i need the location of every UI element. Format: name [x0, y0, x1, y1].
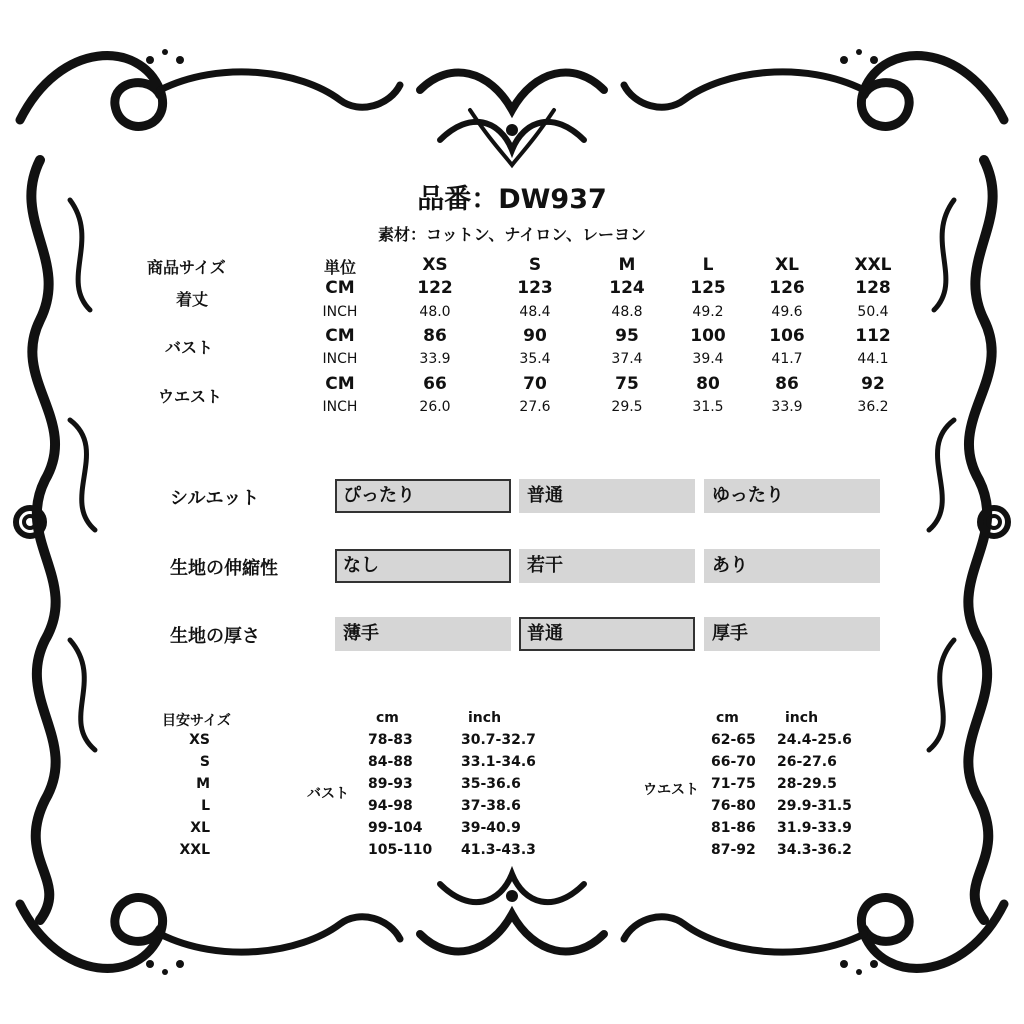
frame-left-scroll	[31, 160, 55, 920]
stretch-option-slight: 若干	[519, 549, 695, 583]
stretch-option-none: なし	[335, 549, 511, 583]
table-cell: 81-86	[711, 820, 756, 836]
frame-right-scroll	[968, 160, 992, 920]
table-cell: 48.4	[519, 304, 551, 320]
unit-header: 単位	[323, 258, 356, 277]
attr-label-stretch: 生地の伸縮性	[170, 558, 278, 579]
attr-label-silhouette: シルエット	[170, 488, 260, 509]
table-cell: 126	[769, 278, 805, 298]
table-cell: 48.0	[419, 304, 451, 320]
table-cell: 31.9-33.9	[777, 820, 852, 836]
table-cell: 44.1	[857, 351, 889, 367]
table-cell: 27.6	[519, 399, 551, 415]
guide-size: L	[201, 798, 210, 814]
table-cell: 99-104	[368, 820, 423, 836]
inch-unit: INCH	[322, 399, 358, 415]
table-cell: 35-36.6	[461, 776, 521, 792]
table-cell: 48.8	[611, 304, 643, 320]
guide-bust-label: バスト	[307, 786, 349, 802]
table-cell: 128	[855, 278, 891, 298]
size-guide-header: 目安サイズ	[162, 713, 231, 729]
silhouette-option-loose: ゆったり	[704, 479, 880, 513]
size-header-xl: XL	[775, 255, 799, 275]
table-cell: 112	[855, 326, 891, 346]
row-label-bust: バスト	[165, 338, 214, 357]
table-cell: 26-27.6	[777, 754, 837, 770]
table-cell: 49.6	[771, 304, 803, 320]
table-cell: 87-92	[711, 842, 756, 858]
table-cell: 30.7-32.7	[461, 732, 536, 748]
size-header-m: M	[618, 255, 636, 275]
table-cell: 24.4-25.6	[777, 732, 852, 748]
table-cell: 39-40.9	[461, 820, 521, 836]
table-cell: 66-70	[711, 754, 756, 770]
silhouette-option-regular: 普通	[519, 479, 695, 513]
table-cell: 50.4	[857, 304, 889, 320]
table-cell: 123	[517, 278, 553, 298]
table-cell: 122	[417, 278, 453, 298]
inch-unit: INCH	[322, 304, 358, 320]
table-cell: 33.9	[771, 399, 803, 415]
table-cell: 49.2	[692, 304, 724, 320]
table-cell: 86	[775, 374, 799, 394]
table-cell: 84-88	[368, 754, 413, 770]
attr-label-thickness: 生地の厚さ	[170, 626, 260, 647]
table-cell: 31.5	[692, 399, 724, 415]
table-cell: 106	[769, 326, 805, 346]
thickness-option-thick: 厚手	[704, 617, 880, 651]
size-header-l: L	[702, 255, 714, 275]
guide-size: S	[199, 754, 210, 770]
frame-top-scroll	[20, 56, 163, 127]
table-cell: 100	[690, 326, 726, 346]
table-cell: 75	[615, 374, 639, 394]
stretch-option-yes: あり	[704, 549, 880, 583]
guide-size: XXL	[179, 842, 210, 858]
table-cell: 92	[861, 374, 885, 394]
size-header-xs: XS	[422, 255, 448, 275]
guide-bust-inch-header: inch	[468, 710, 502, 726]
table-cell: 124	[609, 278, 645, 298]
guide-size: M	[196, 776, 210, 792]
table-cell: 29.5	[611, 399, 643, 415]
table-cell: 37.4	[611, 351, 643, 367]
table-cell: 26.0	[419, 399, 451, 415]
table-cell: 39.4	[692, 351, 724, 367]
table-cell: 70	[523, 374, 547, 394]
inch-unit: INCH	[322, 351, 358, 367]
table-cell: 76-80	[711, 798, 756, 814]
table-cell: 90	[523, 326, 547, 346]
guide-waist-inch-header: inch	[785, 710, 819, 726]
table-cell: 37-38.6	[461, 798, 521, 814]
table-cell: 80	[696, 374, 720, 394]
table-cell: 105-110	[368, 842, 433, 858]
guide-waist-label: ウエスト	[643, 782, 699, 798]
thickness-option-thin: 薄手	[335, 617, 511, 651]
guide-size: XL	[190, 820, 210, 836]
table-cell: 71-75	[711, 776, 756, 792]
cm-unit: CM	[325, 374, 355, 394]
row-label-length: 着丈	[176, 290, 209, 309]
table-cell: 33.1-34.6	[461, 754, 536, 770]
table-cell: 95	[615, 326, 639, 346]
table-cell: 62-65	[711, 732, 756, 748]
silhouette-option-fitted: ぴったり	[335, 479, 511, 513]
table-cell: 35.4	[519, 351, 551, 367]
table-cell: 28-29.5	[777, 776, 837, 792]
table-cell: 29.9-31.5	[777, 798, 852, 814]
table-cell: 36.2	[857, 399, 889, 415]
table-cell: 125	[690, 278, 726, 298]
table-cell: 94-98	[368, 798, 413, 814]
table-cell: 33.9	[419, 351, 451, 367]
guide-bust-cm-header: cm	[376, 710, 399, 726]
table-cell: 89-93	[368, 776, 413, 792]
product-code-title: 品番：DW937	[417, 184, 607, 215]
cm-unit: CM	[325, 278, 355, 298]
material-line: 素材：コットン、ナイロン、レーヨン	[377, 225, 646, 244]
thickness-option-regular: 普通	[519, 617, 695, 651]
table-cell: 41.3-43.3	[461, 842, 536, 858]
guide-waist-cm-header: cm	[716, 710, 739, 726]
size-header-s: S	[528, 255, 542, 275]
size-header-xxl: XXL	[854, 255, 892, 275]
table-cell: 34.3-36.2	[777, 842, 852, 858]
table-cell: 86	[423, 326, 447, 346]
guide-size: XS	[189, 732, 210, 748]
cm-unit: CM	[325, 326, 355, 346]
table-cell: 41.7	[771, 351, 803, 367]
table-cell: 78-83	[368, 732, 413, 748]
table-cell: 66	[423, 374, 447, 394]
size-table-header-label: 商品サイズ	[147, 258, 226, 277]
row-label-waist: ウエスト	[158, 387, 223, 406]
